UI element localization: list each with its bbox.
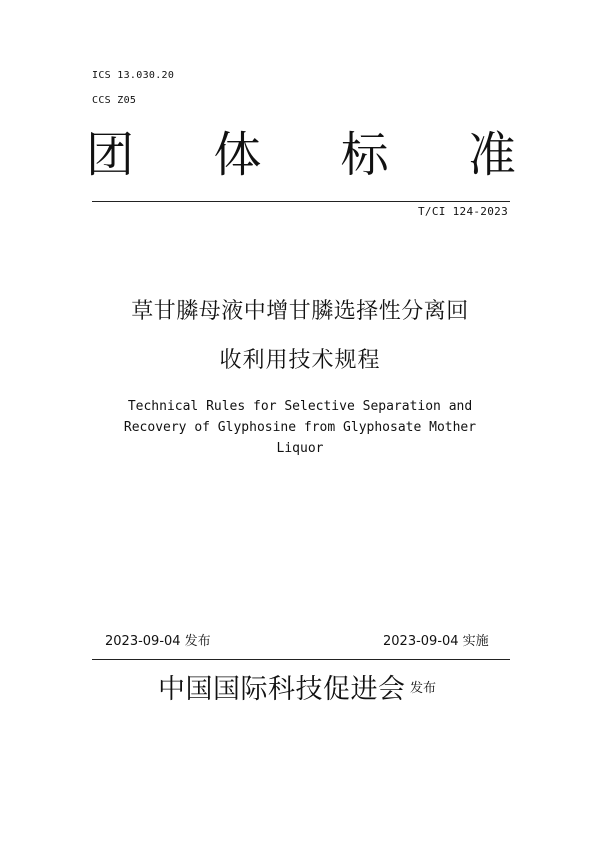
english-title-line-3: Liquor — [276, 441, 324, 456]
chinese-title-line-1: 草甘膦母液中增甘膦选择性分离回 — [131, 299, 469, 324]
standard-type-heading — [86, 125, 516, 185]
english-title-line-2: Recovery of Glyphosine from Glyphosate Mother — [123, 420, 477, 435]
standard-type-char-2: 体 — [213, 127, 262, 183]
bottom-divider — [92, 659, 510, 660]
implementation-date: 2023-09-04 实施 — [383, 634, 489, 649]
issuer-name: 中国国际科技促进会 — [158, 674, 406, 705]
standard-type-char-1: 团 — [86, 127, 135, 183]
ics-code: ICS 13.030.20 — [92, 70, 175, 81]
standard-type-char-4: 准 — [467, 127, 516, 183]
standard-type-char-3: 标 — [340, 127, 389, 183]
chinese-title-line-2: 收利用技术规程 — [219, 348, 381, 373]
top-divider — [92, 201, 510, 202]
standard-number: T/CI 124-2023 — [418, 205, 508, 218]
release-date: 2023-09-04 发布 — [105, 634, 211, 649]
english-title-line-1: Technical Rules for Selective Separation and — [127, 399, 473, 414]
ccs-code: CCS Z05 — [92, 95, 137, 106]
issuer-suffix: 发布 — [410, 681, 437, 696]
